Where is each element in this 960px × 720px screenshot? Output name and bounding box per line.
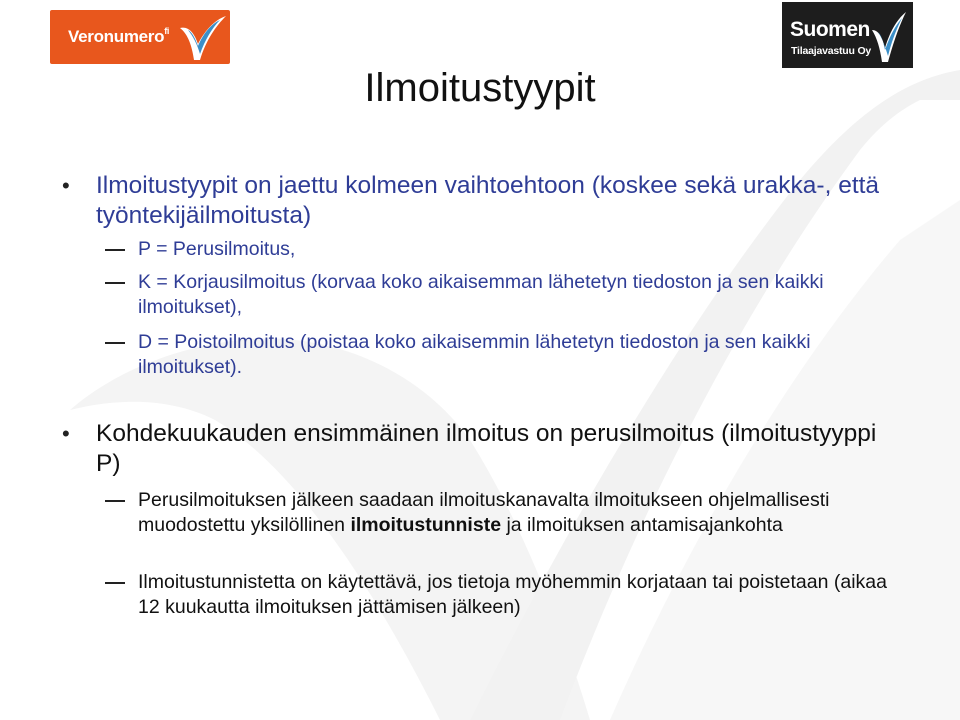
sub-bullet-text: K = Korjausilmoitus (korvaa koko aikaisemman lähetetyn tiedoston ja sen kaikki ilmoitukset),: [138, 271, 824, 318]
sub-bullet-item: [138, 237, 898, 262]
sub-bullet-item: [138, 570, 898, 620]
sub-bullet-item: [138, 270, 898, 320]
bullet-item: [62, 171, 896, 231]
sub-bullet-item: [138, 330, 898, 380]
dash-icon: [105, 249, 125, 251]
logo-line2: Tilaajavastuu Oy: [791, 45, 872, 57]
bullet-item: [62, 419, 896, 479]
sub-bullet-item: [138, 488, 898, 538]
sub-bullet-text: P = Perusilmoitus,: [138, 238, 296, 260]
page-title: Ilmoitustyypit: [364, 66, 596, 110]
bullet-text: Kohdekuukauden ensimmäinen ilmoitus on perusilmoitus (ilmoitustyyppi P): [96, 420, 877, 477]
dash-icon: [105, 282, 125, 284]
veronumero-logo-text: Veronumero$^{fi}$: [68, 26, 170, 46]
sub-bullet-text: D = Poistoilmoitus (poistaa koko aikaisemmin lähetetyn tiedoston ja sen kaikki ilmoitukset).: [138, 331, 811, 378]
bullet-text: Ilmoitustyypit on jaettu kolmeen vaihtoehtoon (koskee sekä urakka-, että työntekijäilmoitusta): [96, 172, 880, 229]
sub-bullet-bold-text: ilmoitustunniste: [350, 514, 502, 536]
logo-line1: Suomen: [790, 18, 870, 41]
dash-icon: [105, 582, 125, 584]
dash-icon: [105, 342, 125, 344]
dash-icon: [105, 500, 125, 502]
bullet-dot-icon: •: [62, 173, 70, 198]
sub-bullet-text-end: ja ilmoituksen antamisajankohta: [501, 514, 783, 536]
sub-bullet-text: Ilmoitustunnistetta on käytettävä, jos tietoja myöhemmin korjataan tai poistetaan (aikaa 12 kuukautta ilmoituksen jättämisen jälkeen): [138, 571, 887, 618]
bullet-dot-icon: •: [62, 421, 70, 446]
sub-bullet-text-start: Perusilmoituksen jälkeen saadaan ilmoituskanavalta ilmoitukseen ohjelmallisesti muodostettu yksilöllinen: [138, 489, 830, 536]
